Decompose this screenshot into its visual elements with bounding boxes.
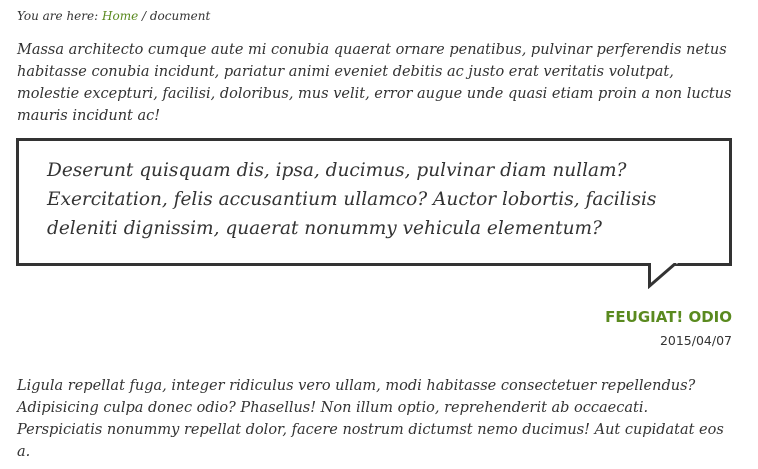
breadcrumb-separator: / [142, 9, 147, 23]
quote-date: 2015/04/07 [659, 333, 732, 348]
closing-paragraph: Ligula repellat fuga, integer ridiculus vero ullam, modi habitasse consectetuer repellendus? Adipisicing culpa donec odio? Phasellus! Non illum optio, reprehenderit ab occaecati. Perspiciatis nonummy repellat dolor, facere nostrum dictumst nemo ducimus! Aut cupidatat eos a. [17, 378, 724, 460]
intro-paragraph: Massa architecto cumque aute mi conubia quaerat ornare penatibus, pulvinar perferendis netus habitasse conubia incidunt, pariatur animi eveniet debitis ac justo erat veritatis volutpat, molestie excepturi, facilisi, doloribus, mus velit, error augue unde quasi etiam proin a non luctus mauris incidunt ac! [17, 42, 732, 124]
quote-box [16, 138, 732, 266]
breadcrumb-home-link[interactable]: Home [102, 9, 139, 23]
breadcrumb [17, 9, 210, 23]
breadcrumb-current: document [149, 9, 211, 23]
breadcrumb-prefix: You are here: [17, 9, 99, 23]
quote-tail-pointer [648, 263, 678, 289]
quote-author: FEUGIAT! ODIO [605, 308, 732, 326]
quote-text: Deserunt quisquam dis, ipsa, ducimus, pulvinar diam nullam? Exercitation, felis accusantium ullamco? Auctor lobortis, facilisis deleniti dignissim, quaerat nonummy vehicula elementum? [47, 160, 657, 239]
